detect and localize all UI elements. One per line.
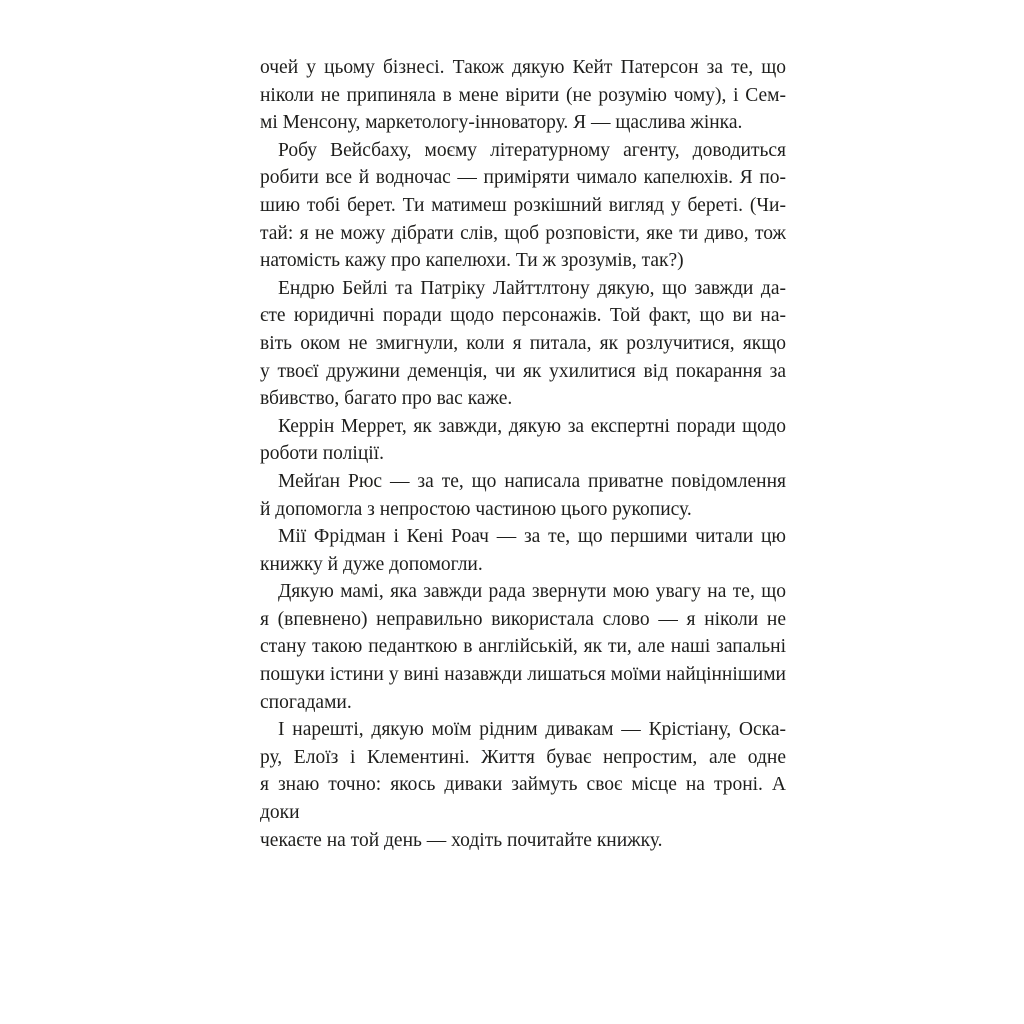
text-line: шию тобі берет. Ти матимеш розкішний вигляд у береті. (Чи-	[260, 194, 786, 216]
text-line: віть оком не змигнули, коли я питала, як розлучитися, якщо	[260, 332, 786, 354]
text-line: стану такою педанткою в англійській, як ти, але наші запальні	[260, 636, 786, 658]
paragraph	[260, 137, 786, 275]
paragraph	[260, 413, 786, 468]
text-line: й допомогла з непростою частиною цього рукопису.	[260, 498, 692, 520]
text-line: Керрін Меррет, як завжди, дякую за експертні поради щодо	[278, 415, 786, 437]
text-line: Мейґан Рюс — за те, що написала приватне повідомлення	[278, 470, 786, 492]
text-line: ру, Елоїз і Клементині. Життя буває непростим, але одне	[260, 746, 786, 768]
text-line: тай: я не можу дібрати слів, щоб розповісти, яке ти диво, тож	[260, 222, 786, 244]
text-line: роботи поліції.	[260, 443, 384, 465]
text-line: очей у цьому бізнесі. Також дякую Кейт Патерсон за те, що	[260, 57, 786, 78]
text-line: книжку й дуже допомогли.	[260, 553, 483, 575]
text-line: пошуки істини у вині назавжди лишаться моїми найціннішими	[260, 664, 786, 686]
text-line: Ендрю Бейлі та Патріку Лайттлтону дякую, що завжди да-	[278, 277, 786, 299]
text-line: я (впевнено) неправильно використала слово — я ніколи не	[260, 608, 786, 630]
text-line: я знаю точно: якось диваки займуть своє місце на троні. А доки	[260, 774, 786, 824]
paragraph	[260, 523, 786, 578]
paragraph	[260, 468, 786, 523]
paragraph	[260, 54, 786, 137]
text-line: спогадами.	[260, 691, 352, 713]
text-line: робити все й водночас — приміряти чимало капелюхів. Я по-	[260, 167, 786, 189]
text-line: Робу Вейсбаху, моєму літературному агенту, доводиться	[278, 139, 786, 161]
text-line: єте юридичні поради щодо персонажів. Той факт, що ви на-	[260, 305, 786, 327]
text-line: Мії Фрідман і Кені Роач — за те, що першими читали цю	[278, 526, 786, 548]
text-line: чекаєте на той день — ходіть почитайте книжку.	[260, 829, 663, 851]
text-line: мі Менсону, маркетологу-інноватору. Я — щаслива жінка.	[260, 112, 743, 134]
text-line: вбивство, багато про вас каже.	[260, 388, 513, 410]
paragraph	[260, 275, 786, 413]
text-line: ніколи не припиняла в мене вірити (не розумію чому), і Сем-	[260, 84, 786, 106]
paragraph	[260, 578, 786, 716]
acknowledgments-text-block	[260, 54, 786, 854]
text-line: І нарешті, дякую моїм рідним дивакам — Крістіану, Оска-	[278, 719, 786, 741]
text-line: натомість кажу про капелюхи. Ти ж зрозумів, так?)	[260, 250, 684, 272]
text-line: у твоєї дружини деменція, чи як ухилитися від покарання за	[260, 360, 786, 382]
text-line: Дякую мамі, яка завжди рада звернути мою увагу на те, що	[278, 581, 786, 603]
paragraph	[260, 716, 786, 854]
